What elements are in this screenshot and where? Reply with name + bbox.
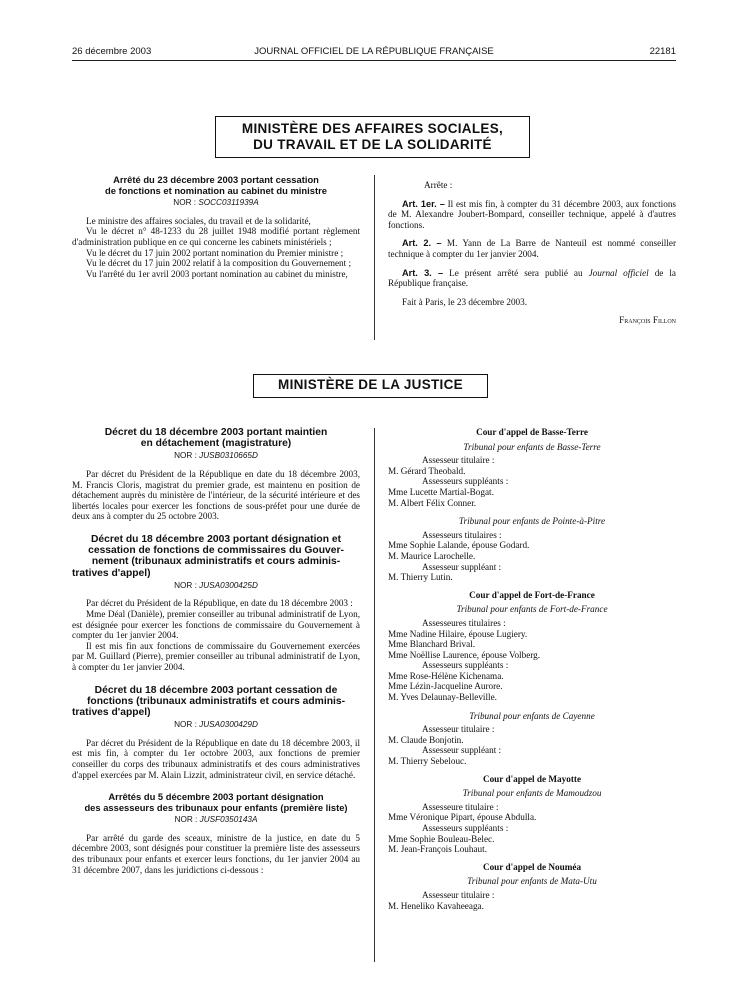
assessor-name: M. Heneliko Kavaheeaga. (388, 900, 484, 911)
role-label: Assesseurs titulaires : (422, 529, 502, 540)
paragraph: Vu le décret du 17 juin 2002 portant nomination du Premier ministre ; (86, 247, 344, 258)
nor-code: SOCC0311939A (198, 198, 259, 208)
role-label: Assesseur titulaire : (422, 724, 495, 735)
paragraph: Vu l'arrêté du 1er avril 2003 portant nomination au cabinet du ministre, (86, 268, 348, 279)
court-heading: Cour d'appel de Mayotte (482, 773, 582, 784)
spacer (388, 289, 676, 297)
tribunal-heading: Tribunal pour enfants de Mata-Utu (467, 876, 597, 887)
article-text: M. Yann de La Barre de Nanteuil est nommé conseiller technique à compter du 1er janvier 2004. (388, 238, 677, 259)
decret-designation-title (72, 534, 360, 579)
paragraph: Par arrêté du garde des sceaux, ministre de la justice, en date du 5 décembre 2003, sont désignés pour constituer la première liste des assesseurs des tribunaux pour enfants et exercer leurs fonctions, du 1er janvier 2004 au 31 décembre 2007, dans les juridictions ci-dessous : (72, 832, 360, 875)
role-label: Assesseur titulaire : (422, 889, 495, 900)
spacer (72, 522, 360, 534)
ministry-heading-justice: MINISTÈRE DE LA JUSTICE (253, 374, 488, 398)
article-2 (388, 238, 676, 259)
justice-right-column (388, 427, 676, 911)
article-text: Le présent arrêté sera publié au (443, 267, 589, 278)
article-3 (388, 268, 676, 289)
arrete-cabinet-left (72, 175, 360, 279)
spacer (388, 191, 676, 199)
paragraph: Par décret du Président de la République en date du 18 décembre 2003, M. Francis Cloris, magistrat du premier grade, est maintenu en position de détachement auprès du ministère de l'intérieur, de la sécurité intérieure et des libertés locales pour exercer les fonctions de sous-préfet pour une durée de deux ans à compter du 25 octobre 2003. (72, 469, 360, 522)
column-divider (374, 428, 375, 962)
header-date: 26 décembre 2003 (72, 46, 152, 57)
tribunal-heading: Tribunal pour enfants de Mamoudzou (462, 788, 602, 799)
arrete-cabinet-title (72, 175, 360, 196)
title-line: Arrêté du 23 décembre 2003 portant cessation (113, 174, 319, 185)
assessor-name: M. Claude Bonjotin. (388, 734, 464, 745)
arretes-assesseurs-title (72, 792, 360, 813)
paragraph: Par décret du Président de la République, en date du 18 décembre 2003 : (86, 598, 353, 609)
tribunal-heading: Tribunal pour enfants de Fort-de-France (456, 604, 608, 615)
nor-reference (72, 451, 360, 462)
article-label: Art. 3. – (402, 267, 444, 278)
title-line: Décret du 18 décembre 2003 portant maintien (104, 427, 328, 438)
role-label: Assesseur suppléant : (422, 745, 502, 756)
assessor-name: M. Yves Delaunay-Belleville. (388, 692, 497, 703)
title-line: de fonctions et nomination au cabinet du ministre (105, 184, 327, 196)
title-line: des assesseurs des tribunaux pour enfants (première liste) (84, 801, 348, 813)
spacer (388, 230, 676, 238)
nor-reference (72, 720, 360, 731)
nor-reference (72, 815, 360, 826)
court-heading: Cour d'appel de Basse-Terre (476, 427, 588, 437)
spacer (388, 260, 676, 268)
paragraph: Vu le décret n° 48-1233 du 28 juillet 1948 modifié portant règlement d'administration publique en ce qui concerne les cabinets ministériels ; (72, 226, 360, 247)
tribunal-heading: Tribunal pour enfants de Basse-Terre (463, 441, 601, 452)
assessor-name: M. Thierry Sebelouc. (388, 756, 467, 767)
assessor-name: M. Albert Félix Conner. (388, 497, 477, 508)
assessor-name: Mme Rose-Hélène Kichenama. (388, 670, 504, 681)
title-line: Décret du 18 décembre 2003 portant désignation et (90, 533, 342, 545)
header-rule (72, 60, 676, 61)
journal-title: JOURNAL OFFICIEL DE LA RÉPUBLIQUE FRANÇAISE (254, 46, 494, 57)
assessor-name: Mme Nadine Hilaire, épouse Lugiery. (388, 628, 528, 639)
article-text: de la République française. (388, 267, 676, 289)
title-line: Arrêtés du 5 décembre 2003 portant désignation (108, 791, 324, 803)
decret-cessation-title (72, 685, 360, 719)
nor-reference (72, 581, 360, 592)
justice-left-column (72, 427, 360, 875)
assessor-name: M. Thierry Lutin. (388, 572, 453, 583)
title-line: nement (tribunaux administratifs et cours adminis- (91, 556, 341, 568)
role-label: Assesseure titulaire : (422, 801, 499, 812)
paragraph: Vu le décret du 17 juin 2002 relatif à la composition du Gouvernement ; (86, 258, 352, 269)
assessor-name: M. Maurice Larochelle. (388, 550, 476, 561)
assessor-name: Mme Sophie Bouleau-Belec. (388, 833, 495, 844)
role-label: Assesseur suppléant : (422, 561, 502, 572)
assessor-name: Mme Lézin-Jacqueline Aurore. (388, 681, 503, 692)
title-line: tratives d'appel) (72, 567, 151, 579)
tribunal-heading: Tribunal pour enfants de Pointe-à-Pitre (458, 516, 606, 527)
assessor-name: M. Gérard Theobald. (388, 465, 466, 476)
page-header (72, 46, 676, 60)
role-label: Assesseurs suppléants : (422, 476, 509, 487)
ministry-heading-line2: DU TRAVAIL ET DE LA SOLIDARITÉ (253, 137, 492, 152)
ministry-heading-social-affairs (215, 116, 530, 158)
paragraph: Mme Déal (Danièle), premier conseiller au tribunal administratif de Lyon, est désignée pour exercer les fonctions de commissaire du Gouvernement à compter du 1er janvier 2004. (72, 608, 360, 641)
nor-label: NOR : (174, 580, 197, 590)
nor-label: NOR : (173, 198, 197, 208)
assessor-name: Mme Blanchard Brival. (388, 639, 476, 650)
nor-code: JUSA0300429D (199, 720, 258, 730)
title-line: cessation de fonctions de commissaires du Gouver- (88, 545, 344, 557)
paragraph: Le ministre des affaires sociales, du travail et de la solidarité, (86, 215, 311, 226)
role-label: Assesseurs suppléants : (422, 660, 509, 671)
court-heading: Cour d'appel de Fort-de-France (469, 589, 595, 600)
nor-label: NOR : (174, 815, 198, 825)
assessor-name: Mme Véronique Pipart, épouse Abdulla. (388, 812, 537, 823)
journal-name: Journal officiel (588, 267, 649, 278)
article-label: Art. 1er. – (402, 198, 445, 209)
nor-code: JUSF0350143A (199, 815, 258, 825)
nor-reference (72, 198, 360, 209)
ministry-heading-line1: MINISTÈRE DES AFFAIRES SOCIALES, (241, 121, 504, 136)
article-text: Il est mis fin, à compter du 31 décembre 2003, aux fonctions de M. Alexandre Joubert-Bompard, conseiller technique, appelé à d'autres fonctions. (388, 198, 676, 230)
title-line: tratives d'appel) (72, 706, 151, 718)
tribunal-heading: Tribunal pour enfants de Cayenne (469, 710, 595, 721)
title-line: fonctions (tribunaux administratifs et cours adminis- (86, 695, 346, 707)
fait-date: Fait à Paris, le 23 décembre 2003. (402, 296, 528, 307)
role-label: Assesseures titulaires : (422, 617, 506, 628)
title-line: Décret du 18 décembre 2003 portant cessation de (94, 684, 338, 696)
arrete-label: Arrête : (424, 180, 453, 190)
assessor-name: Mme Lucette Martial-Bogat. (388, 486, 494, 497)
page-number: 22181 (649, 46, 676, 57)
paragraph: Par décret du Président de la République en date du 18 décembre 2003, il est mis fin, à compter du 1er octobre 2003, aux fonctions de premier conseiller du corps des tribunaux administratifs et des cours administratives d'appel exercées par M. Alain Lizzit, administrateur civil, en service détaché. (72, 737, 360, 780)
article-label: Art. 2. – (402, 238, 442, 249)
column-divider (374, 175, 375, 340)
nor-code: JUSB0310665D (199, 451, 258, 461)
assessor-name: M. Jean-François Louhaut. (388, 844, 487, 855)
spacer (72, 673, 360, 685)
title-line: en détachement (magistrature) (140, 438, 292, 450)
role-label: Assesseurs suppléants : (422, 823, 509, 833)
arrete-cabinet-right (388, 180, 676, 326)
court-heading: Cour d'appel de Nouméa (482, 861, 582, 872)
role-label: Assesseur titulaire : (422, 455, 495, 466)
nor-label: NOR : (174, 720, 197, 730)
nor-label: NOR : (174, 451, 197, 461)
article-1 (388, 199, 676, 231)
decret-detachement-title (72, 427, 360, 449)
paragraph: Il est mis fin aux fonctions de commissaire du Gouvernement exercées par M. Guillard (Pierre), premier conseiller au tribunal administratif de Lyon, à compter du 1er janvier 2004. (72, 640, 360, 672)
signature: François Fillon (619, 315, 676, 326)
nor-code: JUSA0300425D (199, 580, 258, 590)
assessor-name: Mme Sophie Lalande, épouse Godard. (388, 540, 530, 551)
assessor-name: Mme Noëllise Laurence, épouse Volberg. (388, 649, 541, 660)
